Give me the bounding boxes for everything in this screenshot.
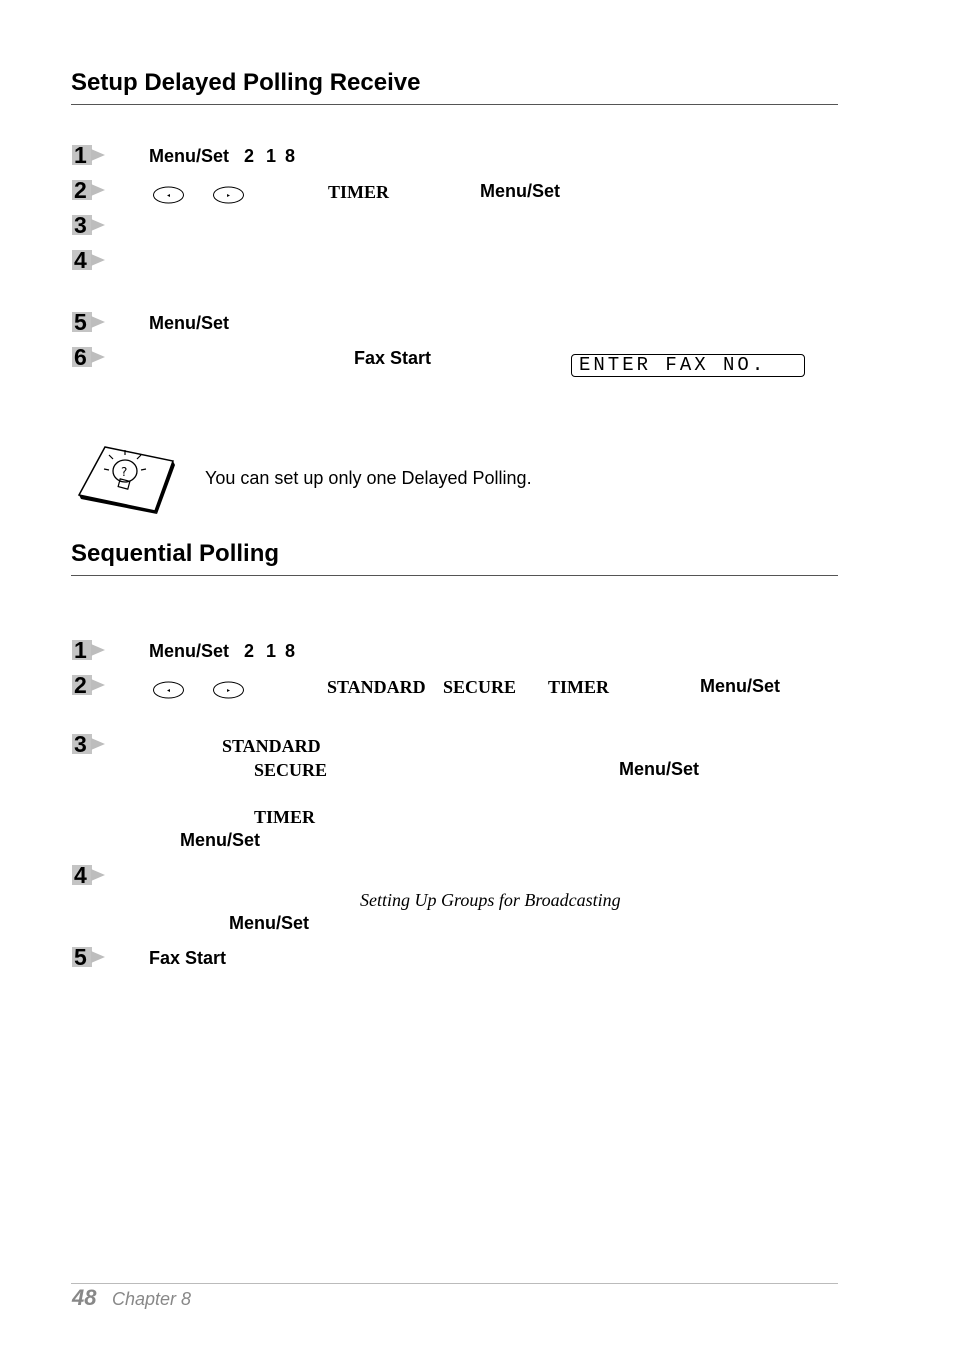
step-marker — [72, 637, 112, 663]
timer-label: TIMER — [328, 182, 390, 202]
lcd-display: ENTER FAX NO. — [571, 354, 805, 377]
heading-rule — [71, 575, 838, 576]
section-heading-sequential-polling: Sequential Polling — [71, 540, 280, 567]
step-number: 2 — [74, 177, 87, 203]
timer-label: TIMER — [254, 807, 316, 827]
step-number: 5 — [74, 944, 87, 970]
timer-label: TIMER — [548, 677, 610, 697]
step-number: 6 — [74, 344, 87, 370]
menu-set-key-label: Menu/Set — [700, 676, 781, 696]
navigation-key-icon — [152, 680, 185, 700]
step-marker — [72, 862, 112, 888]
section-heading-delayed-polling: Setup Delayed Polling Receive — [71, 69, 421, 96]
step-marker — [72, 944, 112, 970]
svg-text:▸: ▸ — [226, 192, 231, 199]
fax-start-key-label: Fax Start — [354, 348, 432, 368]
standard-label: STANDARD — [222, 736, 321, 756]
svg-text:?: ? — [121, 465, 128, 479]
step-number: 3 — [74, 731, 87, 757]
menu-set-key-label: Menu/Set — [229, 913, 310, 933]
digit-label: 1 — [266, 146, 277, 166]
digit-label: 1 — [266, 641, 277, 661]
navigation-key-icon — [212, 680, 245, 700]
step-marker — [72, 309, 112, 335]
footer-rule — [71, 1283, 838, 1284]
step-number: 4 — [74, 247, 87, 273]
cross-reference: Setting Up Groups for Broadcasting — [360, 890, 621, 910]
step-number: 4 — [74, 862, 87, 888]
digit-label: 8 — [285, 146, 296, 166]
svg-text:▸: ▸ — [226, 687, 231, 694]
fax-start-key-label: Fax Start — [149, 948, 227, 968]
menu-set-key-label: Menu/Set — [480, 181, 561, 201]
menu-set-key-label: Menu/Set — [149, 313, 230, 333]
step-marker — [72, 344, 112, 370]
step-marker — [72, 177, 112, 203]
step-marker — [72, 212, 112, 238]
digit-label: 8 — [285, 641, 296, 661]
step-number: 3 — [74, 212, 87, 238]
step-number: 5 — [74, 309, 87, 335]
navigation-key-icon — [212, 185, 245, 205]
heading-rule — [71, 104, 838, 105]
standard-label: STANDARD — [327, 677, 426, 697]
step-number: 1 — [74, 142, 87, 168]
chapter-label: Chapter 8 — [112, 1289, 192, 1309]
menu-set-key-label: Menu/Set — [149, 146, 230, 166]
page-number: 48 — [72, 1285, 97, 1310]
step-marker — [72, 731, 112, 757]
secure-label: SECURE — [443, 677, 517, 697]
step-number: 1 — [74, 637, 87, 663]
svg-text:◂: ◂ — [166, 687, 171, 694]
digit-label: 2 — [244, 146, 255, 166]
navigation-key-icon — [152, 185, 185, 205]
step-marker — [72, 672, 112, 698]
secure-label: SECURE — [254, 760, 328, 780]
step-marker — [72, 142, 112, 168]
svg-text:◂: ◂ — [166, 192, 171, 199]
lightbulb-note-icon — [75, 443, 177, 515]
menu-set-key-label: Menu/Set — [180, 830, 261, 850]
note-text: You can set up only one Delayed Polling. — [205, 468, 532, 488]
digit-label: 2 — [244, 641, 255, 661]
menu-set-key-label: Menu/Set — [149, 641, 230, 661]
step-marker — [72, 247, 112, 273]
step-number: 2 — [74, 672, 87, 698]
menu-set-key-label: Menu/Set — [619, 759, 700, 779]
